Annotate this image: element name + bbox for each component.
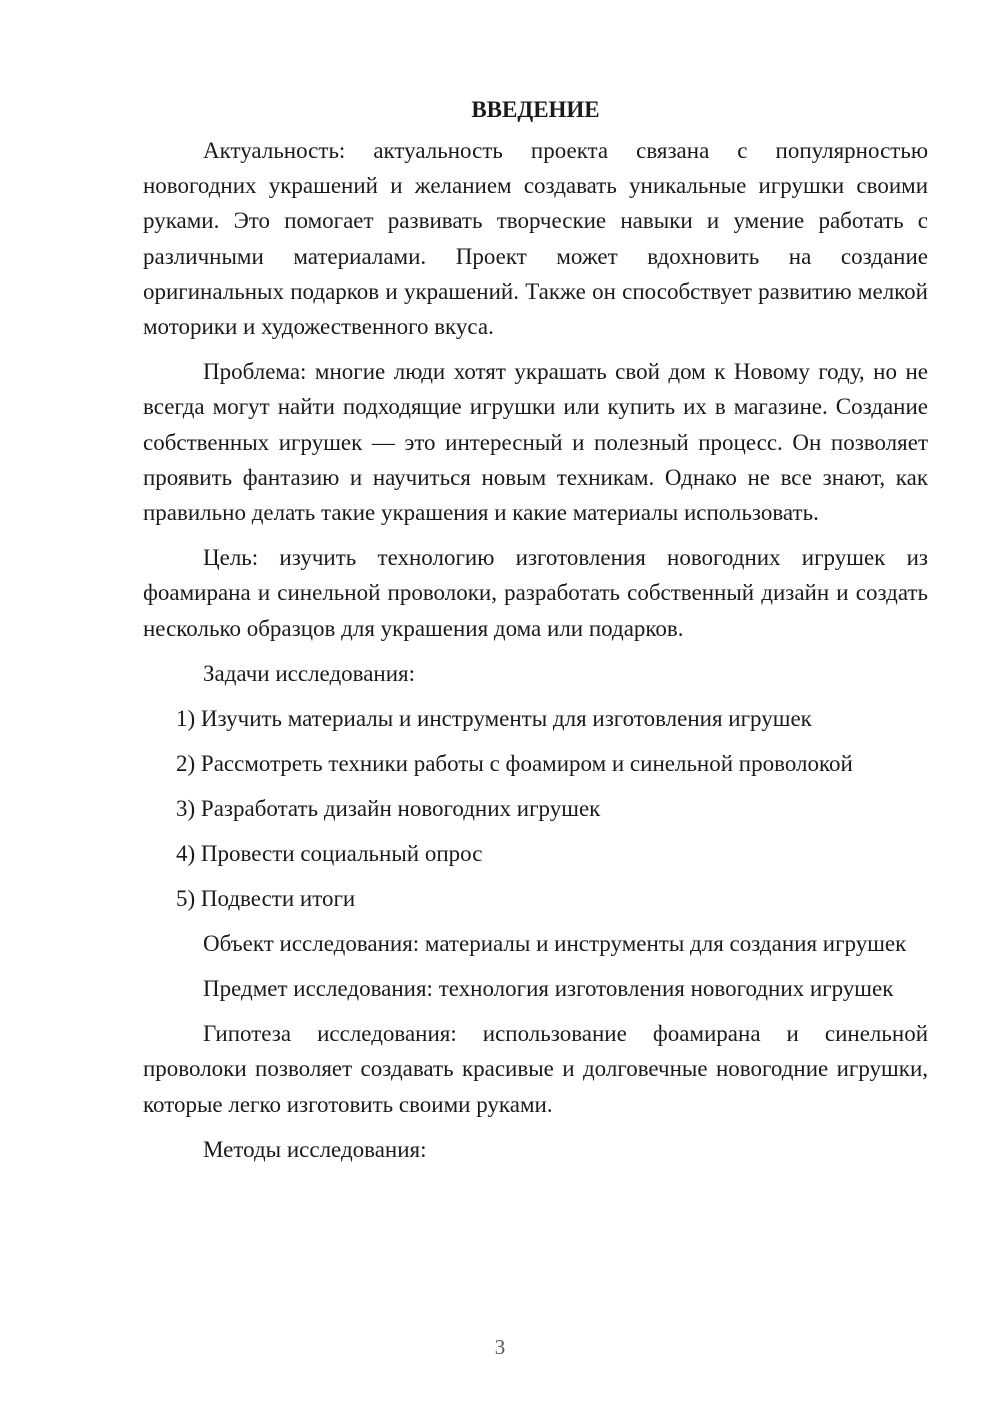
tasks-label: Задачи исследования: [203,660,416,686]
methods-label: Методы исследования: [203,1136,427,1162]
list-item: 1) Изучить материалы и инструменты для изготовления игрушек [176,705,812,731]
problem-paragraph: Проблема: многие люди хотят украшать свой дом к Новому году, но не всегда могут найти подходящие игрушки или купить их в магазине. Создание собственных игрушек — это интересный и полезный процесс. Он позволяет проявить фантазию и научиться новым техникам. Однако не все знают, как правильно делать такие украшения и какие материалы использовать. [143,359,928,526]
document-page [143,92,928,1177]
tasks-list [143,701,928,916]
list-item: 5) Подвести итоги [176,885,356,911]
subject-paragraph: Предмет исследования: технология изготовления новогодних игрушек [203,976,894,1002]
goal-paragraph: Цель: изучить технологию изготовления новогодних игрушек из фоамирана и синельной проволоки, разработать собственный дизайн и создать несколько образцов для украшения дома или подарков. [143,545,928,641]
hypothesis-paragraph: Гипотеза исследования: использование фоамирана и синельной проволоки позволяет создавать красивые и долговечные новогодние игрушки, которые легко изготовить своими руками. [143,1021,928,1117]
section-title: ВВЕДЕНИЕ [471,97,600,122]
list-item: 3) Разработать дизайн новогодних игрушек [176,795,601,821]
relevance-paragraph: Актуальность: актуальность проекта связана с популярностью новогодних украшений и желанием создавать уникальные игрушки своими руками. Это помогает развивать творческие навыки и умение работать с различными материалами. Проект может вдохновить на создание оригинальных подарков и украшений. Также он способствует развитию мелкой моторики и художественного вкуса. [143,138,928,340]
list-item: 2) Рассмотреть техники работы с фоамиром и синельной проволокой [176,750,853,776]
list-item: 4) Провести социальный опрос [176,840,483,866]
object-paragraph: Объект исследования: материалы и инструменты для создания игрушек [203,930,907,956]
page-number: 3 [494,1335,506,1359]
